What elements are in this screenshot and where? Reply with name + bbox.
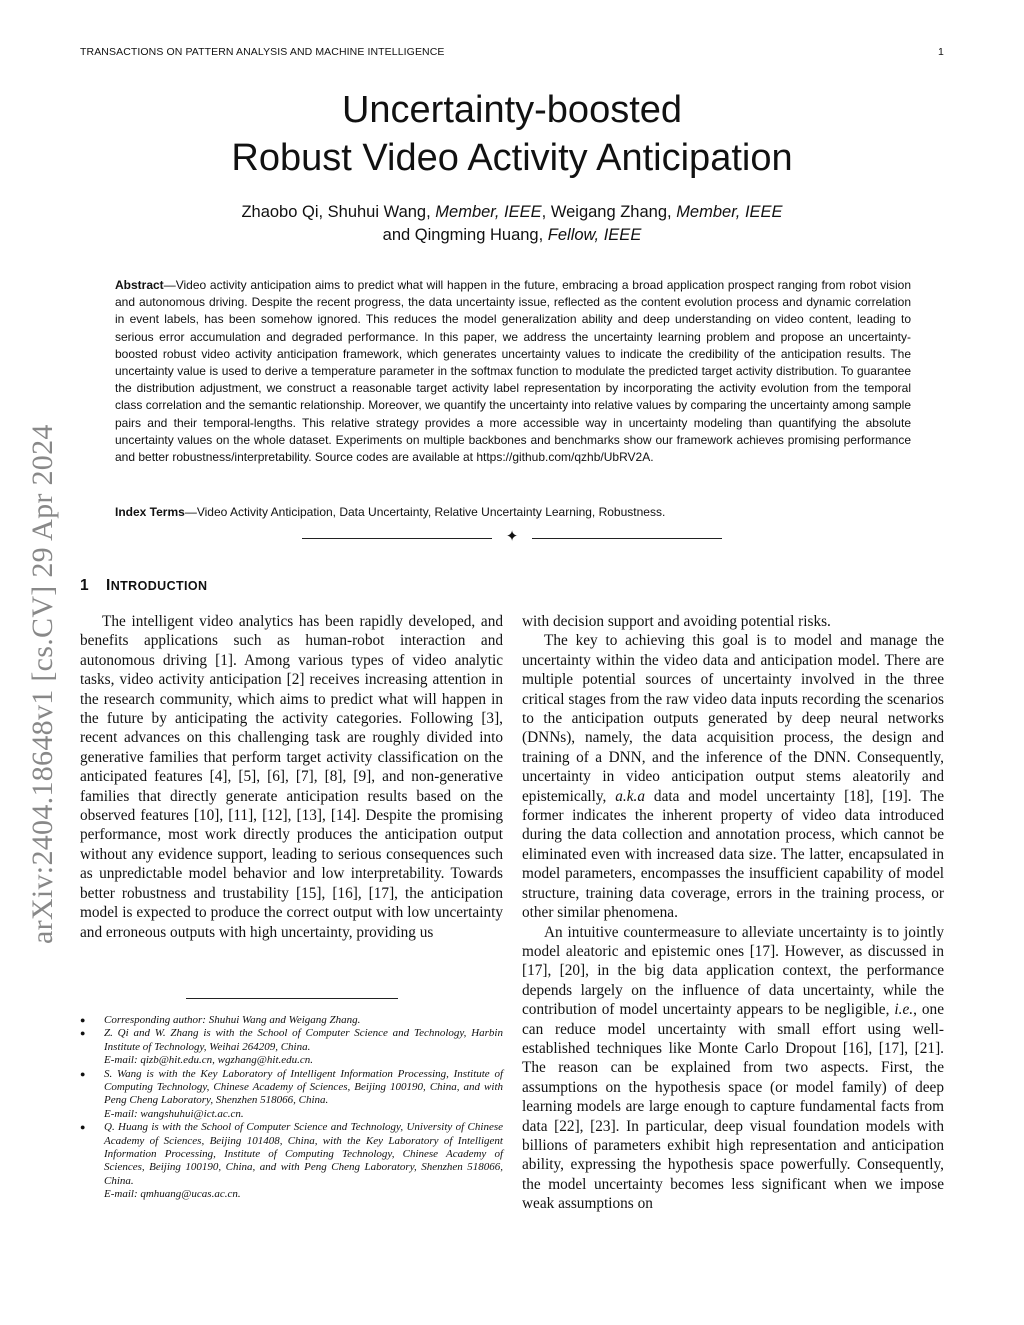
footnote-text: Q. Huang is with the School of Computer Science and Technology, University of Chinese Academy of Sciences, Beijing 101408, China, with the Key Laboratory of Intelligent Information Processing, Institute of Computing Technology, Chinese Academy of Sciences, Beijing 100190, China, and with Peng Cheng Laboratory, Shenzhen 518066, China. — [104, 1121, 503, 1187]
author-role-1: Member, IEEE — [435, 203, 542, 221]
section-heading — [80, 577, 207, 595]
paragraph — [522, 923, 944, 1214]
title-line-1: Uncertainty-boosted — [341, 89, 683, 131]
footnote-email: E-mail: wangshuhui@ict.ac.cn. — [104, 1107, 244, 1120]
index-terms — [115, 504, 911, 521]
abbrev-aka: a.k.a — [615, 787, 646, 805]
footnote — [80, 1121, 503, 1201]
footnote-text: Z. Qi and W. Zhang is with the School of Computer Science and Technology, Harbin Institute of Technology, Weihai 264209, China. — [104, 1027, 503, 1053]
author-line-2 — [0, 224, 1024, 247]
paragraph-text: data and model uncertainty [18], [19]. The former indicates the inherent property of video data introduced during the data collection and annotation process, which cannot be eliminated even with increased data size. The latter, encapsulated in model parameters, encompasses the insufficient capability of model structure, training data coverage, errors in the training process, or other similar phenomena. — [522, 787, 944, 922]
section-initial: I — [106, 577, 111, 594]
abbrev-ie: i.e. — [894, 1001, 914, 1019]
bullet-icon: ● — [80, 1015, 86, 1025]
footnotes — [80, 1014, 503, 1202]
bullet-icon: ● — [80, 1122, 86, 1133]
footnote-text: S. Wang is with the Key Laboratory of Intelligent Information Processing, Institute of Computing Technology, Chinese Academy of Sciences, Beijing 100190, China, and with Peng Cheng Laboratory, Shenzhen 518066, China. — [104, 1067, 503, 1107]
author-role-2: Member, IEEE — [676, 203, 783, 221]
paragraph: The intelligent video analytics has been rapidly developed, and benefits applications such as human-robot interaction and autonomous driving [1]. Among various types of video analytic tasks, video activity anticipation [2] receives increasing attention in the research community, which aims to predict what will happen in the future by anticipating the activity categories. Following [3], recent advances on this challenging task are roughly divided into generative families that perform target activity classification on the anticipated features [4], [5], [6], [7], [8], [9], and non-generative families that directly generate anticipation results based on the observed features [10], [11], [12], [13], [14]. Despite the promising performance, most work directly produces the anticipation output without any evidence support, leading to serious consequences such as unpredictable model behavior and low interpretability. Towards better robustness and trustability [15], [16], [17], the anticipation model is expected to produce the correct output with low uncertainty and erroneous outputs with high uncertainty, providing us — [80, 613, 503, 941]
separator-line-right — [532, 538, 722, 539]
footnote-rule — [186, 998, 398, 999]
paragraph — [522, 631, 944, 922]
running-header — [80, 46, 944, 58]
bullet-icon: ● — [80, 1068, 86, 1079]
footnote — [80, 1068, 503, 1122]
paragraph: with decision support and avoiding potential risks. — [522, 613, 831, 630]
section-number: 1 — [80, 577, 90, 594]
title-line-2: Robust Video Activity Anticipation — [231, 137, 793, 179]
footnote-email: E-mail: qmhuang@ucas.ac.cn. — [104, 1188, 241, 1201]
author-names-3: and Qingming Huang, — [382, 226, 548, 244]
section-title-rest: NTRODUCTION — [110, 579, 208, 593]
index-terms-label: Index Terms — [115, 505, 185, 519]
footnote-email: E-mail: qizb@hit.edu.cn, wgzhang@hit.edu.cn. — [104, 1054, 314, 1067]
separator-line-left — [302, 538, 492, 539]
paragraph-text: An intuitive countermeasure to alleviate uncertainty is to jointly model aleatoric and epistemic ones [17]. However, as discussed in [17], [20], in the big data application context, the performance depends largely on the influence of data uncertainty, while the contribution of model uncertainty appears to be negligible, — [522, 923, 944, 1019]
body-column-left — [80, 612, 503, 942]
paragraph-text: , one can reduce model uncertainty with small effort using well-established techniques like Monte Carlo Dropout [16], [17], [21]. The reason can be explained from two aspects. First, the assumptions on the hypothesis space (or model family) of deep learning models are large enough to capture fundamental facts from data [22], [23]. In particular, deep visual foundation models with billions of parameters exhibit high representation and anticipation ability, expressing the hypothesis space powerfully. Consequently, the model uncertainty becomes less significant when we impose weak assumptions on — [522, 1001, 944, 1213]
separator-diamond-icon: ✦ — [505, 529, 519, 545]
arxiv-stamp: arXiv:2404.18648v1 [cs.CV] 29 Apr 2024 — [26, 424, 59, 944]
author-line-1 — [0, 201, 1024, 224]
abstract — [115, 277, 911, 466]
paper-title — [0, 86, 1024, 182]
index-terms-text: —Video Activity Anticipation, Data Uncertainty, Relative Uncertainty Learning, Robustness. — [184, 505, 666, 519]
author-role-3: Fellow, IEEE — [547, 226, 642, 244]
footnote — [80, 1014, 503, 1027]
footnote-text: Corresponding author: Shuhui Wang and Weigang Zhang. — [104, 1014, 361, 1026]
author-names-2: , Weigang Zhang, — [541, 203, 677, 221]
abstract-label: Abstract — [115, 278, 164, 292]
page-number: 1 — [938, 46, 944, 58]
bullet-icon: ● — [80, 1028, 86, 1039]
journal-name: TRANSACTIONS ON PATTERN ANALYSIS AND MACHINE INTELLIGENCE — [80, 46, 445, 58]
body-column-right — [522, 612, 944, 1214]
author-names-1: Zhaobo Qi, Shuhui Wang, — [241, 203, 436, 221]
paragraph-text: The key to achieving this goal is to model and manage the uncertainty within the video data and anticipation model. There are multiple potential sources of uncertainty involved in the three critical stages from the raw video data inputs recording the scenarios to the anticipation outputs generated by deep neural networks (DNNs), namely, the data acquisition process, the design and training of a DNN, and the inference of the DNN. Consequently, uncertainty in video anticipation output stems aleatorily and epistemically, — [522, 632, 944, 805]
abstract-text: —Video activity anticipation aims to predict what will happen in the future, embracing a broad application prospect ranging from robot vision and autonomous driving. Despite the recent progress, the data uncertainty issue, reflected as the content evolution process and dynamic correlation in event labels, has been somehow ignored. This reduces the model generalization ability and deep understanding on video content, leading to serious error accumulation and degraded performance. In this paper, we address the uncertainty learning problem and propose an uncertainty-boosted robust video activity anticipation framework, which generates uncertainty values to indicate the credibility of the anticipation results. The uncertainty value is used to derive a temperature parameter in the softmax function to modulate the predicted target activity distribution. To guarantee the distribution adjustment, we construct a reasonable target activity label representation by incorporating the activity evolution from the temporal class correlation and the semantic relationship. Moreover, we quantify the uncertainty into relative values by comparing the uncertainty among sample pairs and their temporal-lengths. This relative strategy provides a more accessible way in uncertainty modeling than quantifying the absolute uncertainty values on the whole dataset. Experiments on multiple backbones and benchmarks show our framework achieves promising performance and better robustness/interpretability. Source codes are available at https://github.com/qzhb/UbRV2A. — [115, 278, 911, 465]
footnote — [80, 1027, 503, 1067]
author-list — [0, 201, 1024, 247]
